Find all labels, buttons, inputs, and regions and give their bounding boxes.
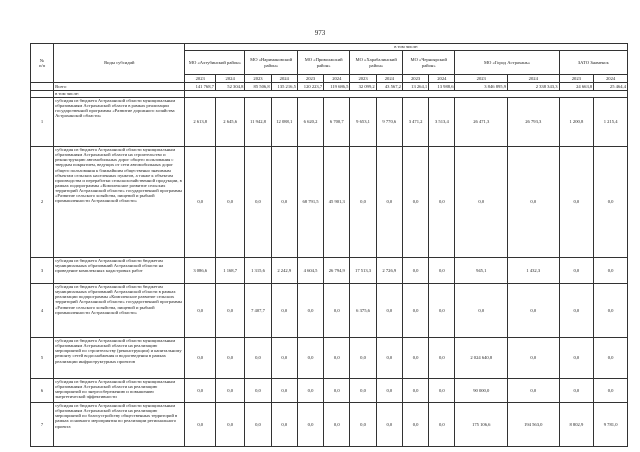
- value-cell: 0,0: [508, 284, 559, 338]
- row-description: субсидия из бюджета Астраханской области муниципальным образованиям Астраханской области на реализацию мероприятий по строительству (реконструкции) и капитальному ремонту сетей водоснабжения и водоотведения в рамках реализации инфраструктурных проектов: [54, 338, 185, 379]
- year-header: 2023: [350, 75, 376, 83]
- value-cell: 9 770,6: [376, 98, 402, 147]
- year-header: 2024: [215, 75, 244, 83]
- value-cell: 26 794,9: [324, 258, 350, 284]
- row-description: субсидия из бюджета Астраханской области муниципальным образованиям Астраханской области в рамках реализации государственной программы «Развитие дорожного хозяйства Астраханской области»: [54, 98, 185, 147]
- value-cell: 8 802,9: [559, 403, 594, 447]
- value-cell: 0,0: [215, 147, 244, 258]
- value-cell: 0,0: [594, 338, 628, 379]
- data-rows: [31, 98, 628, 447]
- year-header: 2023: [245, 75, 271, 83]
- value-cell: 0,0: [402, 338, 428, 379]
- value-cell: 0,0: [324, 284, 350, 338]
- value-cell: 0,0: [350, 147, 376, 258]
- value-cell: 0,0: [245, 379, 271, 403]
- year-header: 2023: [559, 75, 594, 83]
- value-cell: 68 791,5: [297, 147, 323, 258]
- value-cell: 17 513,3: [350, 258, 376, 284]
- value-cell: 0,0: [185, 284, 215, 338]
- year-header: 2023: [185, 75, 215, 83]
- year-header: 2023: [297, 75, 323, 83]
- row-number: 6: [31, 379, 54, 403]
- value-cell: 0,0: [429, 284, 455, 338]
- value-cell: 0,0: [271, 338, 297, 379]
- year-header: 2024: [271, 75, 297, 83]
- row-description: субсидия из бюджета Астраханской области муниципальным образованиям Астраханской области на реализацию мероприятий по энергосбережению и повышению энергетической эффективности: [54, 379, 185, 403]
- value-cell: 945,1: [455, 258, 508, 284]
- row-number: 1: [31, 98, 54, 147]
- total-value-cell: 119 686,5: [324, 83, 350, 91]
- value-cell: 1 315,6: [245, 258, 271, 284]
- value-cell: 12 088,1: [271, 98, 297, 147]
- total-value-cell: 3 846 895,9: [455, 83, 508, 91]
- value-cell: 26 471,3: [455, 98, 508, 147]
- value-cell: 0,0: [215, 403, 244, 447]
- value-cell: 3 513,4: [429, 98, 455, 147]
- value-cell: 4 604,5: [297, 258, 323, 284]
- value-cell: 0,0: [402, 379, 428, 403]
- municipality-header: МО «Город Астрахань»: [455, 51, 559, 75]
- value-cell: 0,0: [271, 379, 297, 403]
- value-cell: 0,0: [559, 284, 594, 338]
- value-cell: 0,0: [215, 379, 244, 403]
- value-cell: 6 375,6: [350, 284, 376, 338]
- subsidy-row: [31, 379, 628, 403]
- total-value-cell: 43 567,2: [376, 83, 402, 91]
- total-value-cell: 141 768,7: [185, 83, 215, 91]
- value-cell: 0,0: [376, 338, 402, 379]
- value-cell: 194 563,0: [508, 403, 559, 447]
- year-header: 2023: [402, 75, 428, 83]
- in-that-num-cell: [31, 91, 54, 98]
- in-that-number-header: в том числе:: [185, 44, 628, 51]
- value-cell: 0,0: [350, 379, 376, 403]
- row-number: 3: [31, 258, 54, 284]
- year-header: 2024: [324, 75, 350, 83]
- value-cell: 1 432,3: [508, 258, 559, 284]
- page-number: 973: [314, 29, 326, 37]
- value-cell: 0,0: [594, 379, 628, 403]
- subsidy-row: [31, 403, 628, 447]
- value-cell: 0,0: [376, 147, 402, 258]
- value-cell: 0,0: [376, 379, 402, 403]
- total-value-cell: 52 304,8: [215, 83, 244, 91]
- total-label: Всего: [54, 83, 185, 91]
- value-cell: 0,0: [185, 403, 215, 447]
- value-cell: 0,0: [297, 403, 323, 447]
- value-cell: 0,0: [245, 403, 271, 447]
- value-cell: 3 086,6: [185, 258, 215, 284]
- total-value-cell: 13 988,6: [429, 83, 455, 91]
- value-cell: 0,0: [324, 403, 350, 447]
- value-cell: 0,0: [402, 258, 428, 284]
- value-cell: 26 793,3: [508, 98, 559, 147]
- in-that-fill: [185, 91, 628, 98]
- value-cell: 3 471,2: [402, 98, 428, 147]
- in-that-row: [31, 91, 628, 98]
- row-number: 7: [31, 403, 54, 447]
- value-cell: 9 781,0: [594, 403, 628, 447]
- year-header: 2024: [429, 75, 455, 83]
- value-cell: 0,0: [559, 147, 594, 258]
- value-cell: 2 024 640,8: [455, 338, 508, 379]
- value-cell: 0,0: [185, 147, 215, 258]
- value-cell: 0,0: [455, 284, 508, 338]
- value-cell: 0,0: [559, 338, 594, 379]
- row-number: 4: [31, 284, 54, 338]
- header-row-top: [31, 44, 628, 51]
- value-cell: 1 168,7: [215, 258, 244, 284]
- value-cell: 0,0: [429, 258, 455, 284]
- value-cell: 6 700,7: [324, 98, 350, 147]
- year-header: 2024: [594, 75, 628, 83]
- municipality-header: МО «Наримановский район»: [245, 51, 298, 75]
- value-cell: 0,0: [402, 147, 428, 258]
- value-cell: 0,0: [559, 258, 594, 284]
- subsidy-row: [31, 284, 628, 338]
- row-description: субсидия из бюджета Астраханской области муниципальным образованиям Астраханской области на строительство и реконструкцию автомобильных дорог общего пользования с твердым покрытием, ведущих от сети автомобильных дорог общего пользования к ближайшим общественно значимым объектам сельских населенных пунктов, а также к объектам производства и переработки сельскохозяйственной продукции, в рамках подпрограммы «Комплексное развитие сельских территорий Астраханской области» государственной программы «Развитие сельского хозяйства, пищевой и рыбной промышленности Астраханской области»: [54, 147, 185, 258]
- value-cell: 90 000,0: [455, 379, 508, 403]
- value-cell: 0,0: [271, 403, 297, 447]
- value-cell: 0,0: [245, 338, 271, 379]
- value-cell: 0,0: [429, 147, 455, 258]
- value-cell: 0,0: [324, 338, 350, 379]
- value-cell: 0,0: [245, 147, 271, 258]
- municipality-header: МО «Приволжский район»: [297, 51, 350, 75]
- subsidy-row: [31, 147, 628, 258]
- value-cell: 0,0: [559, 379, 594, 403]
- municipality-header: МО «Черноярский район»: [402, 51, 455, 75]
- value-cell: 0,0: [455, 147, 508, 258]
- value-cell: 0,0: [215, 284, 244, 338]
- total-value-cell: 85 506,8: [245, 83, 271, 91]
- subsidy-row: [31, 98, 628, 147]
- value-cell: 0,0: [271, 284, 297, 338]
- total-value-cell: 135 216,5: [271, 83, 297, 91]
- row-number: 5: [31, 338, 54, 379]
- value-cell: 0,0: [376, 284, 402, 338]
- value-cell: 0,0: [297, 379, 323, 403]
- total-row: [31, 83, 628, 91]
- value-cell: 0,0: [350, 338, 376, 379]
- subsidy-row: [31, 338, 628, 379]
- year-header: 2024: [376, 75, 402, 83]
- kind-header: Виды субсидий: [54, 44, 185, 83]
- value-cell: 1 215,4: [594, 98, 628, 147]
- value-cell: 1 200,8: [559, 98, 594, 147]
- value-cell: 0,0: [508, 379, 559, 403]
- value-cell: 0,0: [594, 284, 628, 338]
- municipality-header: ЗАТО Знаменск: [559, 51, 627, 75]
- value-cell: 11 942,8: [245, 98, 271, 147]
- row-description: субсидия из бюджета Астраханской области бюджетам муниципальных образований Астраханской области в рамках реализации подпрограммы «Комплексное развитие сельских территорий Астраханской области» государственной программы «Развитие сельского хозяйства, пищевой и рыбной промышленности Астраханской области»: [54, 284, 185, 338]
- value-cell: 6 620,2: [297, 98, 323, 147]
- value-cell: 0,0: [508, 338, 559, 379]
- value-cell: 0,0: [271, 147, 297, 258]
- total-num-cell: [31, 83, 54, 91]
- value-cell: 0,0: [429, 338, 455, 379]
- subsidy-table: [30, 43, 628, 447]
- value-cell: 0,0: [185, 379, 215, 403]
- num-header: № п/п: [31, 44, 54, 83]
- in-that-label: в том числе:: [54, 91, 185, 98]
- municipality-header: МО «Харабалинский район»: [350, 51, 403, 75]
- total-value-cell: 24 663,8: [559, 83, 594, 91]
- total-value-cell: 13 264,1: [402, 83, 428, 91]
- value-cell: 0,0: [297, 284, 323, 338]
- value-cell: 0,0: [594, 258, 628, 284]
- value-cell: 175 106,6: [455, 403, 508, 447]
- value-cell: 0,0: [376, 403, 402, 447]
- total-value-cell: 120 223,7: [297, 83, 323, 91]
- value-cell: 45 901,3: [324, 147, 350, 258]
- value-cell: 0,0: [429, 403, 455, 447]
- row-description: субсидия из бюджета Астраханской области бюджетам муниципальных образований Астраханской области на проведение комплексных кадастровых работ: [54, 258, 185, 284]
- year-header: 2024: [508, 75, 559, 83]
- value-cell: 2 613,8: [185, 98, 215, 147]
- municipality-header: МО «Ахтубинский район»: [185, 51, 245, 75]
- value-cell: 0,0: [350, 403, 376, 447]
- value-cell: 2 726,9: [376, 258, 402, 284]
- total-value-cell: 25 464,4: [594, 83, 628, 91]
- row-number: 2: [31, 147, 54, 258]
- value-cell: 0,0: [508, 147, 559, 258]
- value-cell: 0,0: [594, 147, 628, 258]
- value-cell: 0,0: [429, 379, 455, 403]
- value-cell: 0,0: [402, 403, 428, 447]
- year-header: 2023: [455, 75, 508, 83]
- value-cell: 0,0: [185, 338, 215, 379]
- total-value-cell: 32 099,2: [350, 83, 376, 91]
- total-value-cell: 2 338 343,3: [508, 83, 559, 91]
- value-cell: 2 242,9: [271, 258, 297, 284]
- value-cell: 0,0: [215, 338, 244, 379]
- subsidy-row: [31, 258, 628, 284]
- value-cell: 7 407,7: [245, 284, 271, 338]
- value-cell: 9 653,1: [350, 98, 376, 147]
- row-description: субсидия из бюджета Астраханской области муниципальным образованиям Астраханской области на реализацию мероприятий по благоустройству общественных территорий в рамках основного мероприятия по реализации регионального проекта: [54, 403, 185, 447]
- value-cell: 0,0: [402, 284, 428, 338]
- value-cell: 0,0: [324, 379, 350, 403]
- value-cell: 2 645,6: [215, 98, 244, 147]
- value-cell: 0,0: [297, 338, 323, 379]
